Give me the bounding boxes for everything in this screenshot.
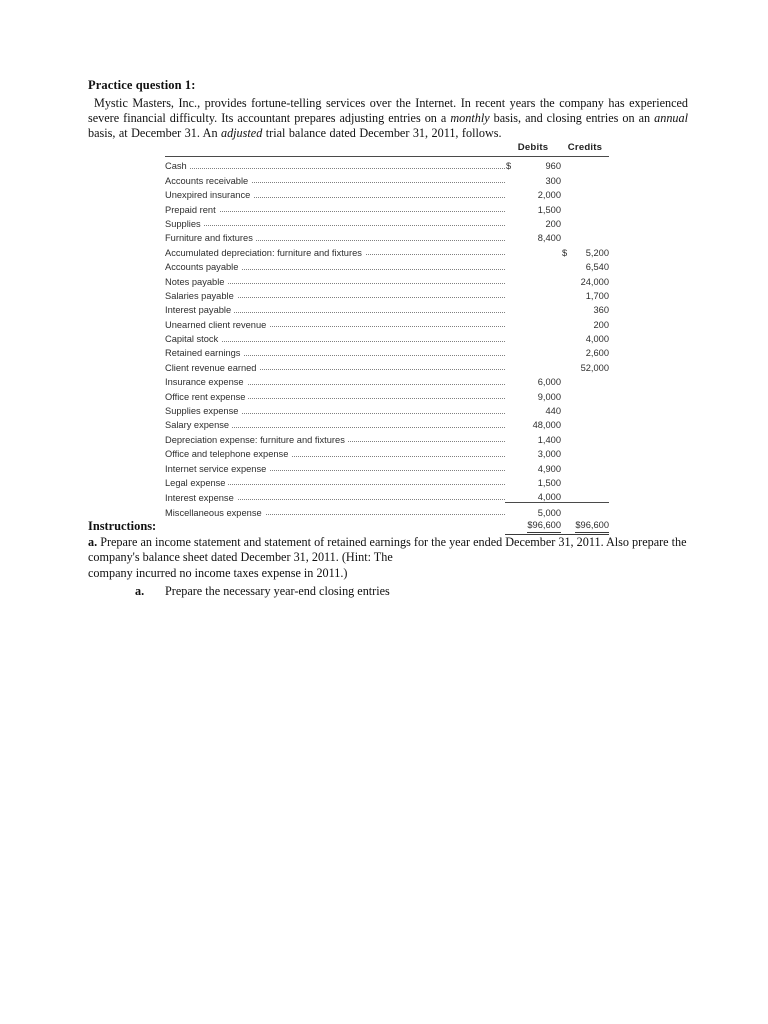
debit-amount-cell	[505, 243, 561, 257]
account-name-cell	[165, 402, 505, 416]
account-name: Internet service expense	[165, 464, 269, 474]
table-row	[165, 402, 609, 416]
debit-amount-cell: 3,000	[537, 449, 561, 460]
instruction-item-a-text: Prepare an income statement and statement of retained earnings for the year ended December 31, 2011. Also prepare the company's balance sheet dated December 31, 2011. (Hint: The	[88, 535, 687, 565]
table-row	[165, 258, 609, 272]
debit-amount-cell	[505, 358, 561, 372]
account-name-cell	[165, 186, 505, 200]
debit-amount-cell	[505, 272, 561, 286]
credit-amount-cell	[561, 503, 609, 518]
intro-text-4: trial balance dated December 31, 2011, follows.	[262, 126, 502, 141]
currency-symbol: $	[506, 161, 512, 172]
debit-amount-cell: 1,400	[537, 434, 561, 445]
account-name: Furniture and fixtures	[165, 233, 256, 243]
dot-leader	[165, 168, 505, 169]
account-name: Insurance expense	[165, 377, 247, 387]
credit-amount-cell: 6,540	[585, 262, 609, 273]
account-name: Legal expense	[165, 478, 228, 488]
debit-amount-cell: 9,000	[537, 391, 561, 402]
account-name: Miscellaneous expense	[165, 508, 265, 518]
account-name-cell	[165, 229, 505, 243]
account-name-cell	[165, 373, 505, 387]
account-name: Accounts payable	[165, 262, 241, 272]
credit-amount-cell	[561, 215, 609, 229]
instruction-sub-item-a	[88, 584, 688, 599]
account-name: Salaries payable	[165, 291, 237, 301]
currency-symbol: $	[562, 247, 568, 258]
instruction-sub-item-a-label: a.	[135, 584, 145, 599]
account-name: Notes payable	[165, 277, 227, 287]
intro-text-1: Mystic Masters, Inc., provides fortune-telling services over the Internet. In recent years the company has experienced severe financial difficulty. Its accountant prepares adjusting entries on a	[88, 96, 688, 126]
debit-amount-cell	[505, 330, 561, 344]
intro-text-3: basis, at December 31. An	[88, 126, 221, 141]
debit-amount-cell: 6,000	[537, 377, 561, 388]
table-row	[165, 272, 609, 286]
credit-amount-cell	[561, 373, 609, 387]
trial-balance-table	[165, 142, 609, 535]
debit-amount-cell: 440	[545, 406, 561, 417]
account-name-cell	[165, 200, 505, 214]
debit-amount-cell: 1,500	[537, 477, 561, 488]
table-row	[165, 157, 609, 172]
account-name: Office and telephone expense	[165, 449, 291, 459]
credit-amount-cell: 52,000	[580, 362, 609, 373]
account-name: Retained earnings	[165, 348, 243, 358]
credit-amount-cell	[561, 171, 609, 185]
credit-amount-cell	[561, 416, 609, 430]
table-row	[165, 301, 609, 315]
account-name-cell	[165, 301, 505, 315]
credit-amount-cell: 2,600	[585, 348, 609, 359]
table-row	[165, 474, 609, 488]
table-row	[165, 387, 609, 401]
debit-amount-cell: 48,000	[532, 420, 561, 431]
account-name: Accumulated depreciation: furniture and fixtures	[165, 248, 365, 258]
credit-amount-cell: $ 5,200	[562, 247, 609, 258]
account-name-cell	[165, 503, 505, 518]
credit-amount-cell	[561, 186, 609, 200]
trial-balance-table-container	[165, 142, 609, 535]
table-row	[165, 358, 609, 372]
account-name: Depreciation expense: furniture and fixtures	[165, 435, 348, 445]
account-name: Cash	[165, 161, 190, 171]
account-name: Interest payable	[165, 305, 234, 315]
instruction-sub-item-a-text: Prepare the necessary year-end closing entries	[165, 584, 390, 599]
account-name: Office rent expense	[165, 392, 248, 402]
table-row	[165, 330, 609, 344]
credit-amount-cell	[561, 229, 609, 243]
problem-statement	[88, 78, 688, 142]
account-name-cell	[165, 445, 505, 459]
debit-amount-cell	[505, 344, 561, 358]
table-row	[165, 171, 609, 185]
credit-amount-cell	[561, 445, 609, 459]
credit-amount-cell	[561, 157, 609, 172]
intro-text-2: basis, and closing entries on an	[489, 111, 655, 126]
table-header-row	[165, 142, 609, 157]
account-name: Unexpired insurance	[165, 190, 253, 200]
table-row	[165, 243, 609, 257]
account-name-cell	[165, 272, 505, 286]
account-name-cell	[165, 330, 505, 344]
table-row	[165, 430, 609, 444]
instruction-item-a-label: a.	[88, 535, 98, 549]
credit-amount-cell	[561, 488, 609, 503]
account-name: Supplies	[165, 219, 204, 229]
table-row	[165, 186, 609, 200]
problem-intro-paragraph	[88, 96, 688, 142]
table-row	[165, 503, 609, 518]
table-row	[165, 445, 609, 459]
credit-amount-cell: 1,700	[585, 290, 609, 301]
account-name-cell	[165, 258, 505, 272]
account-name-cell	[165, 215, 505, 229]
table-row	[165, 215, 609, 229]
table-row	[165, 344, 609, 358]
table-row	[165, 315, 609, 329]
table-row	[165, 459, 609, 473]
intro-emphasis-annual: annual	[654, 111, 688, 126]
instruction-item-a-continued: company incurred no income taxes expense in 2011.)	[88, 565, 348, 580]
account-name-cell	[165, 171, 505, 185]
debit-amount-cell	[505, 287, 561, 301]
column-header-account	[165, 142, 505, 157]
instructions-section	[88, 519, 688, 600]
debit-amount-cell: $ 960	[506, 161, 561, 172]
intro-emphasis-adjusted: adjusted	[220, 126, 263, 141]
account-name-cell	[165, 488, 505, 503]
account-name: Salary expense	[165, 420, 232, 430]
credit-amount-cell	[561, 387, 609, 401]
dot-leader	[165, 225, 505, 226]
credit-amount-cell	[561, 430, 609, 444]
debit-amount-cell: 4,900	[537, 463, 561, 474]
account-name: Accounts receivable	[165, 176, 251, 186]
debit-amount-cell: 1,500	[537, 204, 561, 215]
account-name: Interest expense	[165, 493, 237, 503]
account-name-cell	[165, 474, 505, 488]
credit-amount-cell	[561, 474, 609, 488]
credit-amount-cell: 200	[593, 319, 609, 330]
table-row	[165, 373, 609, 387]
debit-amount-cell	[505, 301, 561, 315]
total-credit-value: $96,600	[575, 520, 609, 533]
intro-emphasis-monthly: monthly	[450, 111, 490, 126]
table-row	[165, 200, 609, 214]
column-header-credits: Credits	[567, 142, 603, 153]
account-name-cell	[165, 430, 505, 444]
credit-amount-cell	[561, 200, 609, 214]
account-name: Client revenue earned	[165, 363, 259, 373]
account-name-cell	[165, 315, 505, 329]
account-name-cell	[165, 416, 505, 430]
debit-amount-cell: 2,000	[537, 190, 561, 201]
account-name: Capital stock	[165, 334, 221, 344]
credit-amount-cell: 24,000	[580, 276, 609, 287]
debit-amount-cell	[505, 258, 561, 272]
debit-amount-cell	[505, 315, 561, 329]
account-name-cell	[165, 344, 505, 358]
table-row	[165, 416, 609, 430]
account-name-cell	[165, 387, 505, 401]
table-row	[165, 287, 609, 301]
account-name: Supplies expense	[165, 406, 241, 416]
debit-amount-cell: 300	[545, 175, 561, 186]
column-header-debits: Debits	[517, 142, 549, 153]
credit-amount-cell: 4,000	[585, 334, 609, 345]
page-title: Practice question 1:	[88, 78, 196, 92]
credit-amount-cell: 360	[593, 305, 609, 316]
account-name: Unearned client revenue	[165, 320, 269, 330]
account-name-cell	[165, 157, 505, 172]
account-name-cell	[165, 459, 505, 473]
instructions-title: Instructions:	[88, 519, 157, 533]
table-header	[165, 142, 609, 157]
table-body	[165, 157, 609, 535]
account-name-cell	[165, 358, 505, 372]
debit-amount-cell: 8,400	[537, 233, 561, 244]
account-name-cell	[165, 243, 505, 257]
account-name: Prepaid rent	[165, 205, 219, 215]
debit-amount-cell: 4,000	[537, 492, 561, 503]
debit-amount-cell: 5,000	[505, 503, 561, 518]
debit-amount-cell: 200	[545, 218, 561, 229]
table-row	[165, 488, 609, 503]
instruction-item-a	[88, 535, 688, 566]
account-name-cell	[165, 287, 505, 301]
credit-amount-cell	[561, 459, 609, 473]
total-debit-value: $96,600	[527, 520, 561, 533]
credit-amount-cell	[561, 402, 609, 416]
table-row	[165, 229, 609, 243]
